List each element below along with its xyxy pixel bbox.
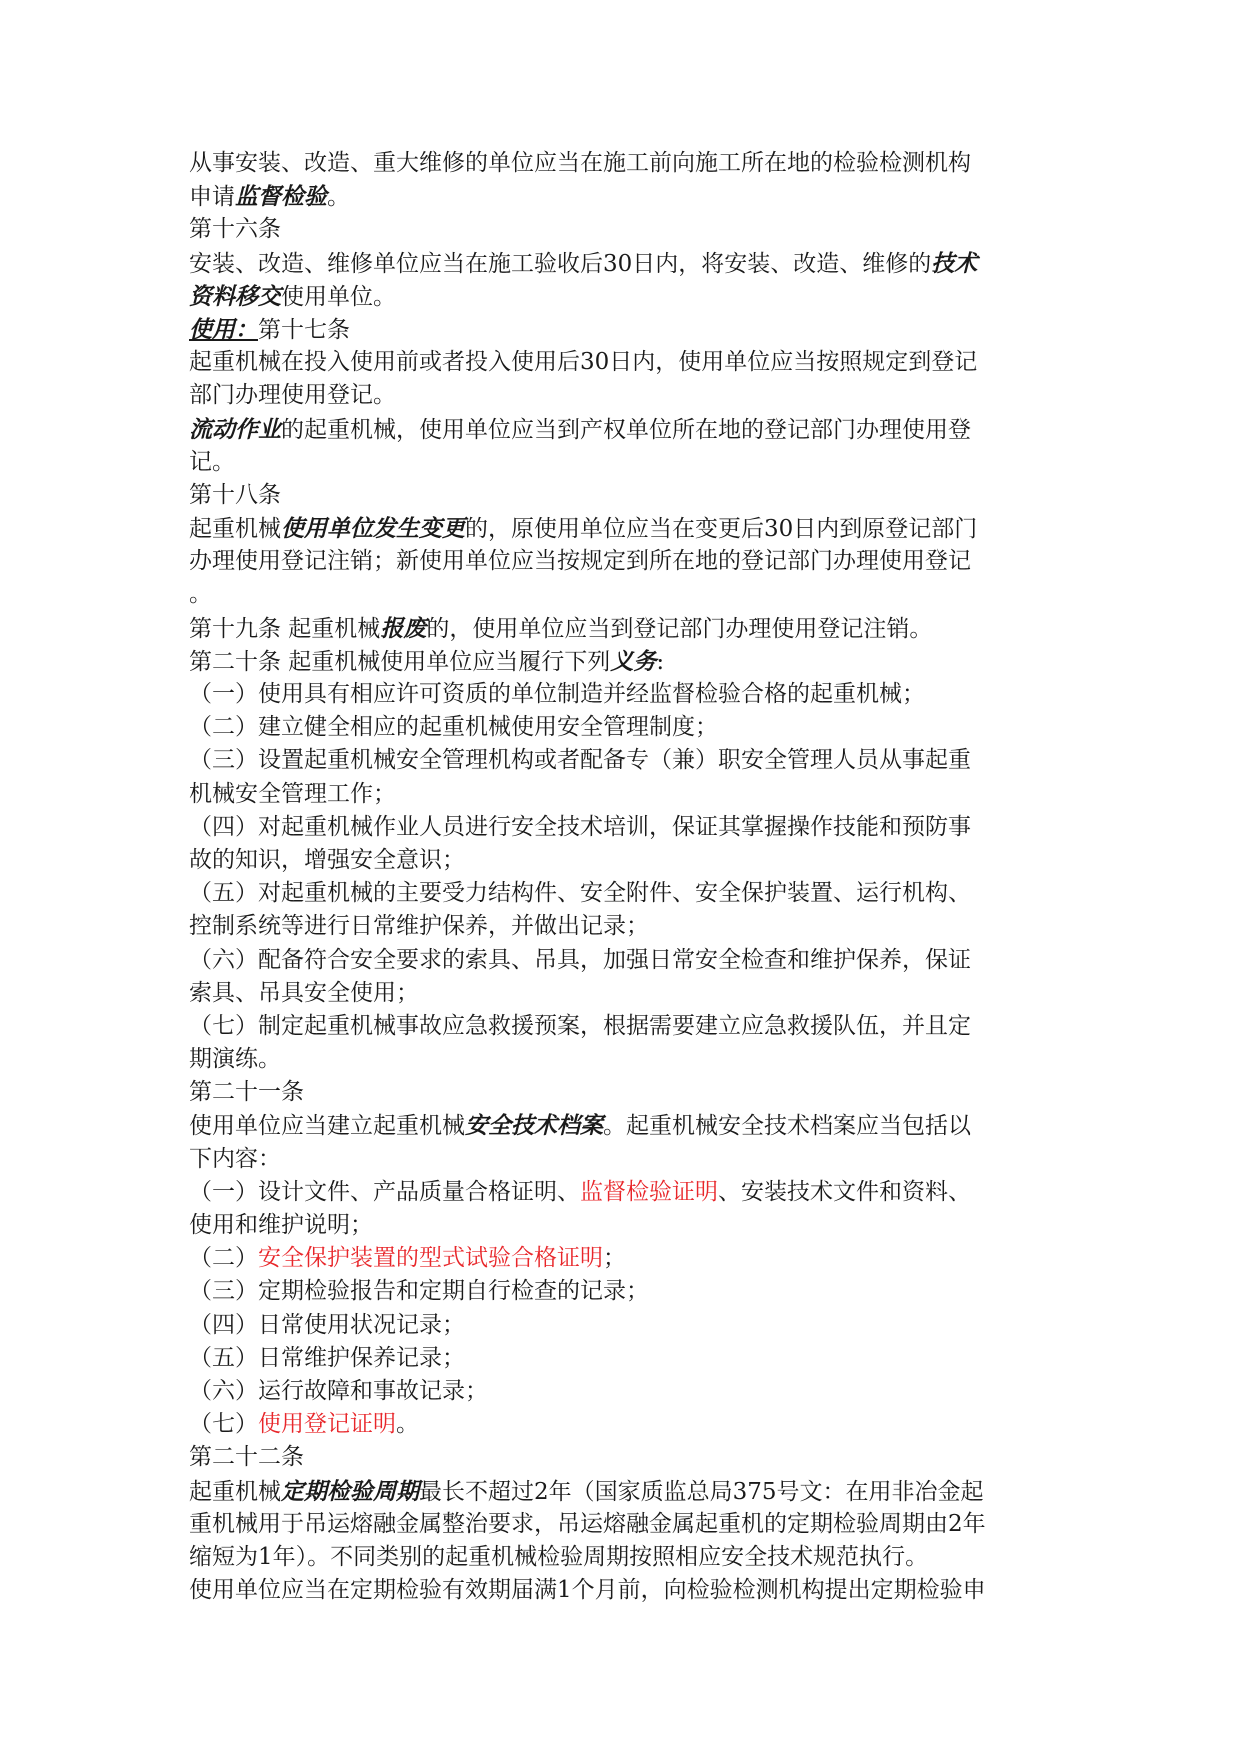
text-line [189,1209,1054,1242]
list-item [189,1309,1054,1342]
text-run: （一）使用具有相应许可资质的单位制造并经监督检验合格的起重机械； [189,681,925,707]
article-heading [189,1441,1054,1474]
article-heading [189,1076,1054,1109]
text-line [189,1109,1054,1142]
text-run: 起重机械 [189,1478,281,1505]
text-run: （五）对起重机械的主要受力结构件、安全附件、安全保护装置、运行机构、 [189,880,971,907]
text-line [189,778,1054,811]
text-run: 第二十一条 [189,1079,304,1106]
text-run: 使用单位应当建立起重机械 [189,1113,465,1140]
text-line [189,844,1054,877]
text-run: （三）定期检验报告和定期自行检查的记录； [189,1278,649,1305]
emphasis-text: 资料移交 [189,282,281,310]
text-line [189,180,1054,213]
text-line [189,578,1054,611]
text-run: （四）对起重机械作业人员进行安全技术培训，保证其掌握操作技能和预防事 [189,813,971,840]
text-run: 期演练。 [189,1046,281,1073]
text-run: （二）建立健全相应的起重机械使用安全管理制度； [189,714,718,741]
text-run: 第二十二条 [189,1444,304,1471]
text-run: 起重机械 [189,516,281,543]
emphasis-text: 使用单位发生变更 [281,515,465,543]
text-run: 下内容： [189,1145,281,1172]
list-item [189,1176,1054,1209]
text-run: 第十八条 [189,481,281,508]
text-run: 第二十条 起重机械使用单位应当履行下列 [189,648,611,675]
text-line [189,346,1054,379]
emphasis-text: 定期检验周期 [281,1477,419,1505]
highlighted-text: 监督检验证明 [580,1178,718,1205]
text-run: 最长不超过2年（国家质监总局375号文：在用非冶金起 [419,1478,984,1505]
list-item [189,1375,1054,1408]
text-run: 重机械用于吊运熔融金属整治要求，吊运熔融金属起重机的定期检验周期由2年 [189,1510,986,1537]
emphasis-text: 监督检验 [235,183,327,211]
text-run: 机械安全管理工作； [189,780,396,807]
article-heading [189,213,1054,246]
text-run: （三）设置起重机械安全管理机构或者配备专（兼）职安全管理人员从事起重 [189,747,971,774]
text-run: 故的知识，增强安全意识； [189,846,465,873]
list-item [189,877,1054,910]
list-item [189,811,1054,844]
highlighted-text: 安全保护装置的型式试验合格证明 [258,1245,603,1272]
text-line [189,1143,1054,1176]
emphasis-text: 报废 [380,614,427,642]
list-item [189,944,1054,977]
emphasis-text: 安全技术档案 [465,1112,603,1140]
list-item [189,744,1054,777]
highlighted-text: 使用登记证明 [258,1411,396,1438]
text-run: 缩短为1年）。不同类别的起重机械检验周期按照相应安全技术规范执行。 [189,1543,929,1570]
text-run: 。 [189,581,212,608]
article-line [189,645,1054,678]
text-run: 的，使用单位应当到登记部门办理使用登记注销。 [426,615,933,642]
text-run: （五）日常维护保养记录； [189,1344,465,1371]
list-item [189,1342,1054,1375]
text-line [189,1475,1054,1508]
text-line [189,977,1054,1010]
text-run: 、安装技术文件和资料、 [718,1178,971,1205]
text-run: 第十七条 [258,316,350,343]
text-run: 办理使用登记注销；新使用单位应当按规定到所在地的登记部门办理使用登记 [189,548,971,575]
text-run: 。 [327,184,350,211]
text-run: 第十九条 起重机械 [189,615,381,642]
text-run: 索具、吊具安全使用； [189,979,419,1006]
text-run: （六）运行故障和事故记录； [189,1377,488,1404]
text-run: 的起重机械，使用单位应当到产权单位所在地的登记部门办理使用登 [281,416,971,443]
text-line [189,247,1054,280]
text-run: 从事安装、改造、重大维修的单位应当在施工前向施工所在地的检验检测机构 [189,150,971,176]
text-run: 控制系统等进行日常维护保养，并做出记录； [189,913,649,940]
text-line [189,1508,1054,1541]
list-item [189,711,1054,744]
text-run: 安装、改造、维修单位应当在施工验收后30日内，将安装、改造、维修的 [189,250,932,277]
list-item [189,1010,1054,1043]
text-line [189,1541,1054,1574]
text-run: 使用单位应当在定期检验有效期届满1个月前，向检验检测机构提出定期检验申 [189,1577,986,1604]
text-run: 的，原使用单位应当在变更后30日内到原登记部门 [465,516,978,543]
text-run: 使用单位。 [281,283,396,310]
text-run: 使用和维护说明； [189,1212,373,1238]
text-run: （四）日常使用状况记录； [189,1311,465,1338]
text-run: 记。 [189,448,235,475]
article-heading [189,479,1054,512]
article-heading [189,313,1054,346]
text-run: 。 [396,1411,419,1438]
text-line [189,280,1054,313]
text-line [189,379,1054,412]
list-item [189,678,1054,711]
text-run: 起重机械在投入使用前或者投入使用后30日内，使用单位应当按照规定到登记 [189,349,978,376]
list-item [189,1408,1054,1441]
text-line [189,413,1054,446]
text-run: 申请 [189,184,235,211]
text-run: （六）配备符合安全要求的索具、吊具，加强日常安全检查和维护保养，保证 [189,946,971,973]
text-line [189,446,1054,479]
text-line [189,545,1054,578]
section-label: 使用： [189,315,258,343]
emphasis-text: 技术 [931,249,978,277]
text-run: （七）制定起重机械事故应急救援预案，根据需要建立应急救援队伍，并且定 [189,1012,971,1039]
text-line [189,1574,1054,1607]
regulation-text [189,147,1054,1607]
text-run: 。起重机械安全技术档案应当包括以 [603,1113,971,1140]
text-run: 第十六条 [189,216,281,243]
text-run: （一）设计文件、产品质量合格证明、 [189,1178,580,1205]
article-line [189,612,1054,645]
emphasis-text: 流动作业 [189,415,281,443]
text-run: 部门办理使用登记。 [189,382,396,409]
text-line [189,1043,1054,1076]
text-line [189,910,1054,943]
emphasis-text: 义务 [610,647,657,675]
text-run: （七） [189,1411,258,1438]
list-item [189,1242,1054,1275]
text-run: : [656,648,665,675]
list-item [189,1275,1054,1308]
text-line [189,512,1054,545]
text-run: ； [603,1245,626,1272]
text-run: （二） [189,1245,258,1272]
text-line [189,147,1054,180]
